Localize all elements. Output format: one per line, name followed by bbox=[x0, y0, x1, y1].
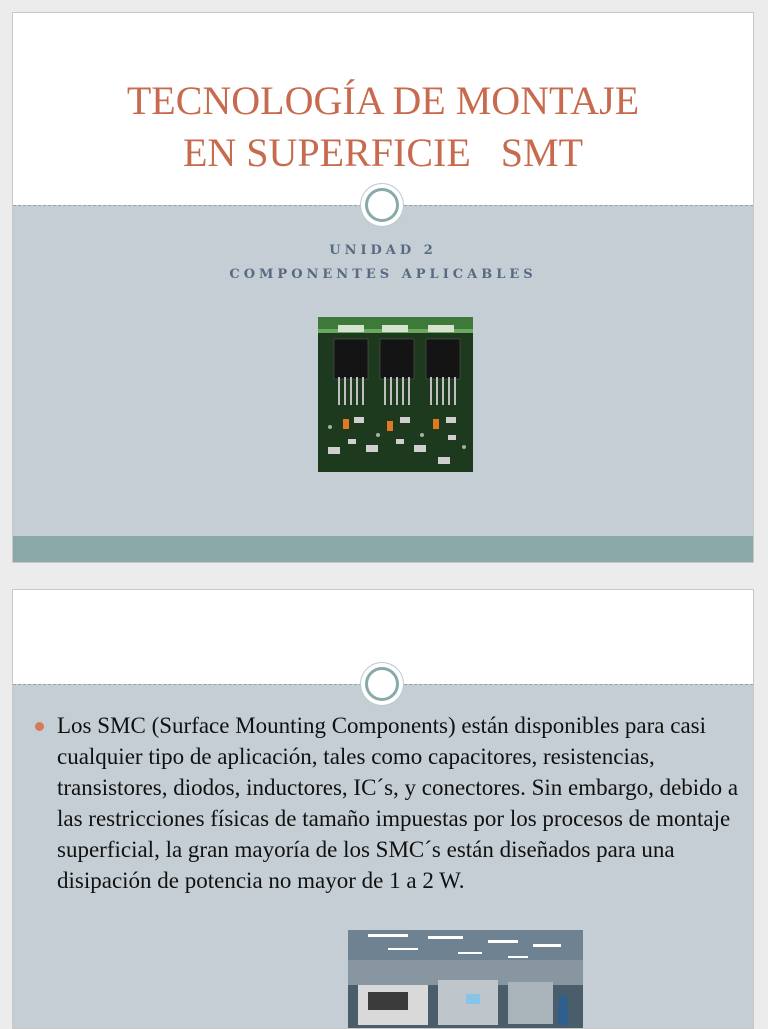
slide-1-title-area bbox=[13, 13, 753, 205]
circle-ornament-icon bbox=[365, 667, 399, 701]
slide-2 bbox=[12, 589, 754, 1029]
bullet-text: Los SMC (Surface Mounting Components) están disponibles para casi cualquier tipo de aplicación, tales como capacitores, resistencias, transistores, diodos, inductores, IC´s, y conectores. Sin embargo, debido a las restricciones físicas de tamaño impuestas por los procesos de montaje superficial, la gran mayoría de los SMC´s están diseñados para una disipación de potencia no mayor de 1 a 2 W. bbox=[57, 713, 739, 893]
pcb-photo bbox=[318, 317, 473, 472]
bottom-band bbox=[13, 536, 753, 562]
subtitle-components: COMPONENTES APLICABLES bbox=[229, 267, 537, 282]
subtitle-unit: UNIDAD 2 bbox=[329, 243, 437, 258]
factory-photo bbox=[348, 930, 583, 1029]
bullet-dot-icon bbox=[35, 722, 44, 731]
circle-ornament-icon bbox=[365, 188, 399, 222]
slide-title: TECNOLOGÍA DE MONTAJE EN SUPERFICIE SMT bbox=[126, 78, 640, 175]
slide-1 bbox=[12, 12, 754, 563]
